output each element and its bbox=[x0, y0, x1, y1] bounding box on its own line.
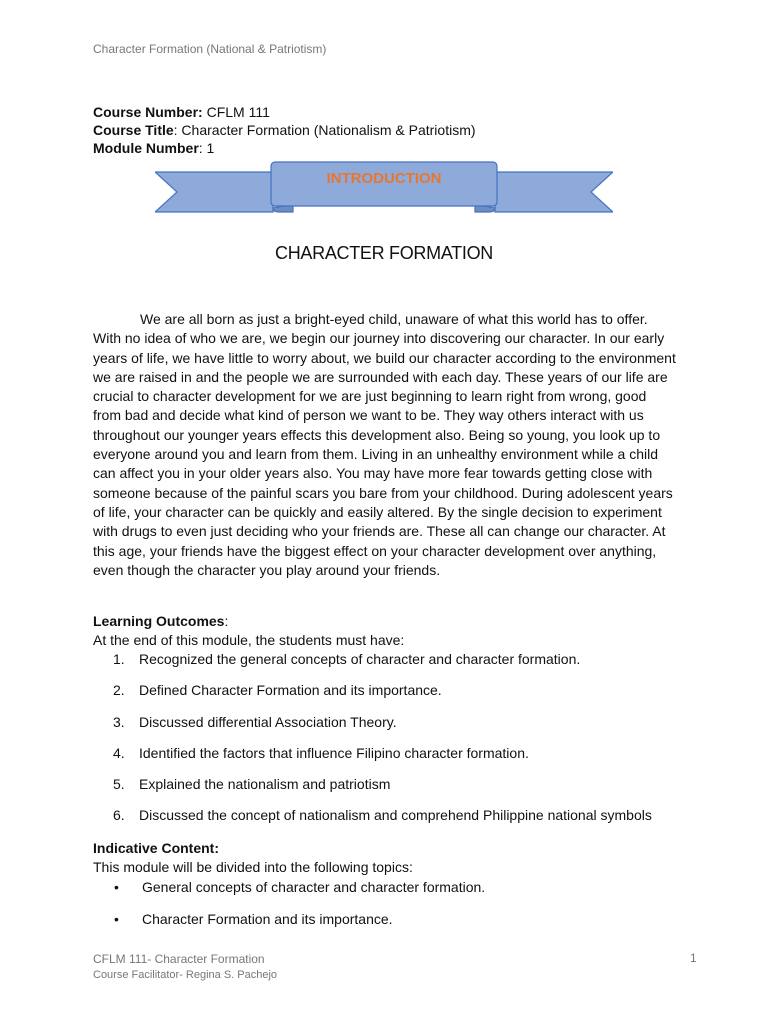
item-number: 3. bbox=[113, 713, 125, 730]
course-number-value: CFLM 111 bbox=[202, 104, 270, 120]
item-text: Identified the factors that influence Filipino character formation. bbox=[139, 744, 529, 761]
bullet-icon: • bbox=[114, 911, 119, 927]
course-title-line bbox=[93, 121, 476, 139]
learning-outcomes-list bbox=[113, 651, 652, 839]
footer-facilitator: Course Facilitator- Regina S. Pachejo bbox=[93, 969, 278, 981]
course-meta bbox=[93, 103, 476, 157]
page-number: 1 bbox=[690, 951, 697, 965]
banner-label: INTRODUCTION bbox=[326, 170, 442, 187]
learning-outcomes-intro: At the end of this module, the students must have: bbox=[93, 632, 405, 648]
introduction-banner bbox=[155, 160, 613, 218]
list-item bbox=[113, 776, 652, 807]
item-number: 5. bbox=[113, 776, 125, 793]
item-text: Recognized the general concepts of character and character formation. bbox=[139, 651, 581, 667]
list-item bbox=[113, 714, 652, 745]
list-item bbox=[113, 807, 652, 838]
item-number: 4. bbox=[113, 744, 125, 761]
module-number-label: Module Number bbox=[93, 140, 199, 156]
list-item bbox=[114, 911, 485, 943]
item-number: 6. bbox=[113, 807, 125, 824]
module-number-value: : 1 bbox=[198, 140, 215, 156]
course-title-label: Course Title bbox=[93, 122, 174, 138]
item-text: Discussed differential Association Theory. bbox=[139, 713, 397, 730]
list-item bbox=[114, 879, 485, 911]
list-item bbox=[113, 745, 652, 776]
item-text: Explained the nationalism and patriotism bbox=[139, 776, 391, 793]
footer-course: CFLM 111- Character Formation bbox=[93, 952, 265, 966]
course-title-value: : Character Formation (Nationalism & Patriotism) bbox=[173, 122, 476, 138]
bullet-icon: • bbox=[114, 879, 119, 895]
indicative-content-intro: This module will be divided into the following topics: bbox=[93, 859, 413, 875]
item-text: Defined Character Formation and its importance. bbox=[139, 682, 442, 699]
paragraph-text: We are all born as just a bright-eyed child, unaware of what this world has to offer. With no idea of who we are, we begin our journey into discovering our character. In our early years of life, we have little to worry about, we build our character according to the environment we are raised in and the people we are surrounded with each day. These years of our life are crucial to character development for we are just beginning to learn right from wrong, good from bad and decide what kind of person we want to be. They way others interact with us throughout our younger years effects this development also. Being so young, you look up to everyone around you and learn from them. Living in an unhealthy environment while a child can affect you in your older years also. You may have more fear towards getting close with someone because of the painful scars you bare from your childhood. During adolescent years of life, your character can be quickly and easily altered. By the single decision to experiment with drugs to even just deciding who your friends are. These all can change our character. At this age, your friends have the biggest effect on your character development over anything, even though the character you play around your friends. bbox=[93, 311, 676, 578]
page-title: CHARACTER FORMATION bbox=[275, 243, 493, 263]
item-text: Discussed the concept of nationalism and comprehend Philippine national symbols bbox=[139, 807, 652, 824]
page-header: Character Formation (National & Patriotism) bbox=[93, 42, 327, 56]
course-number-label: Course Number: bbox=[93, 104, 203, 120]
learning-outcomes-colon: : bbox=[224, 613, 229, 629]
indicative-content-list bbox=[114, 879, 485, 943]
list-item bbox=[113, 682, 652, 713]
course-number-line bbox=[93, 103, 476, 121]
item-text: Character Formation and its importance. bbox=[142, 911, 393, 927]
indicative-content-heading: Indicative Content: bbox=[93, 840, 220, 856]
intro-paragraph bbox=[93, 310, 678, 580]
item-number: 1. bbox=[113, 651, 125, 667]
module-number-line bbox=[93, 139, 476, 157]
item-text: General concepts of character and character formation. bbox=[142, 879, 486, 895]
learning-outcomes-heading bbox=[93, 613, 228, 629]
page-footer bbox=[93, 951, 277, 983]
list-item bbox=[113, 651, 652, 682]
item-number: 2. bbox=[113, 682, 125, 699]
learning-outcomes-label: Learning Outcomes bbox=[93, 613, 225, 629]
